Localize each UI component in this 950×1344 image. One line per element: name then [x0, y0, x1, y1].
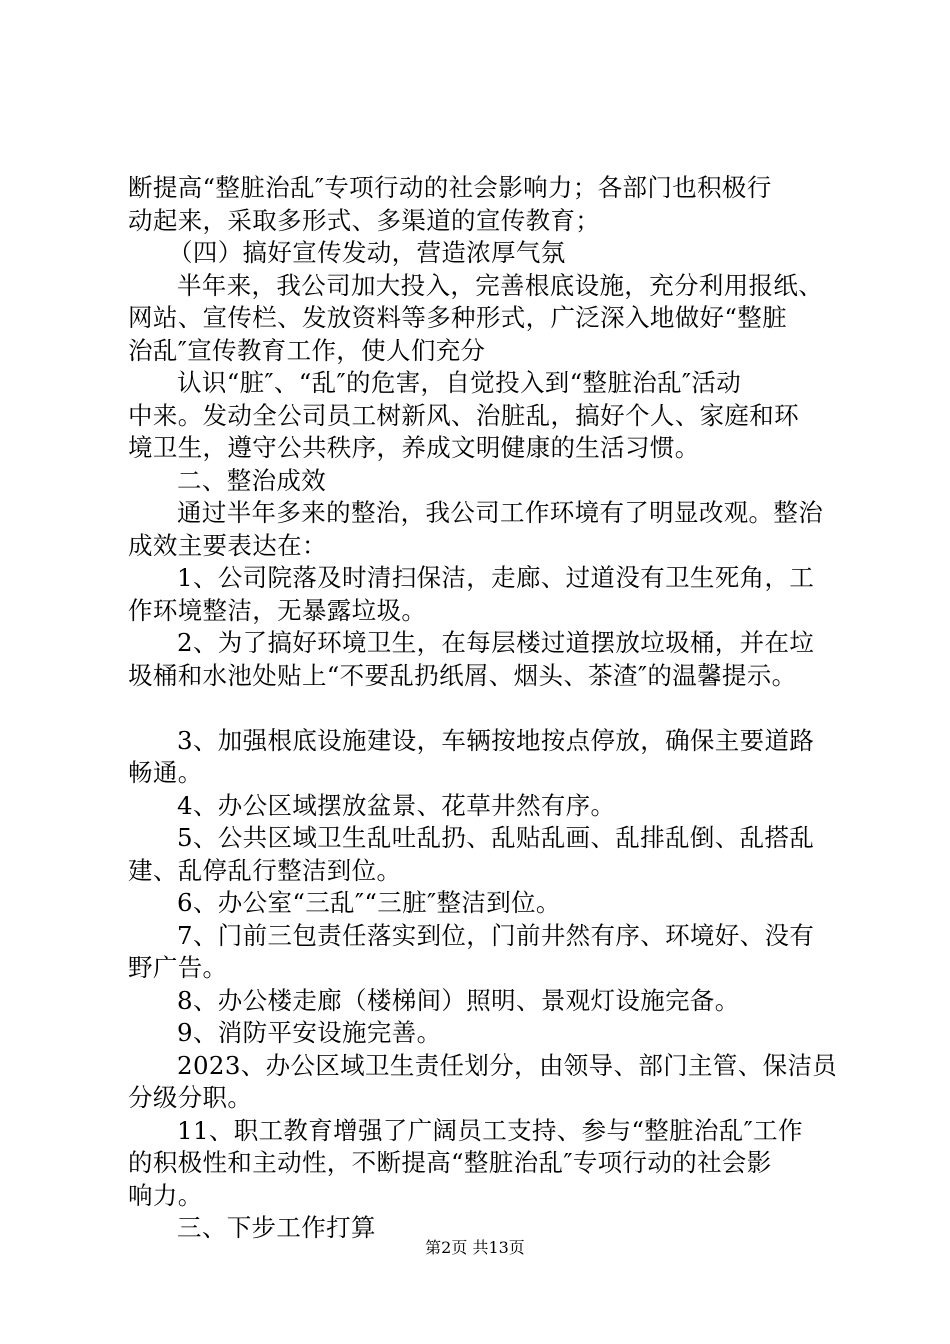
text-line: 境卫生，遵守公共秩序，养成文明健康的生活习惯。 [128, 433, 700, 462]
list-item: 8、办公楼走廊（楼梯间）照明、景观灯设施完备。 [177, 985, 740, 1015]
list-item: 9、消防平安设施完善。 [177, 1018, 442, 1047]
list-item: 4、办公区域摆放盆景、花草井然有序。 [177, 790, 616, 820]
list-item: 3、加强根底设施建设，车辆按地按点停放，确保主要道路 [177, 725, 815, 755]
text-line: 野广告。 [128, 953, 228, 982]
document-body [128, 172, 848, 1245]
list-item: 5、公共区域卫生乱吐乱扔、乱贴乱画、乱排乱倒、乱搭乱 [177, 823, 815, 852]
text-line: 治乱″宣传教育工作，使人们充分 [128, 335, 486, 365]
text-line: 建、乱停乱行整洁到位。 [128, 855, 402, 885]
text-line: 断提高“整脏治乱″专项行动的社会影响力；各部门也积极行 [128, 173, 772, 202]
section-heading: 二、整治成效 [177, 465, 327, 495]
paragraph-start: 认识“脏″、“乱″的危害，自觉投入到“整脏治乱″活动 [177, 368, 742, 397]
text-line: 作环境整洁，无暴露垃圾。 [128, 595, 427, 625]
text-line: 响力。 [128, 1180, 203, 1210]
list-item: 2023、办公区域卫生责任划分，由领导、部门主管、保洁员 [177, 1050, 838, 1080]
list-item: 11、职工教育增强了广阔员工支持、参与“整脏治乱″工作 [177, 1115, 803, 1145]
text-line: 成效主要表达在： [128, 530, 327, 560]
paragraph-start: 半年来，我公司加大投入，完善根底设施，充分利用报纸、 [177, 270, 824, 300]
text-line: 网站、宣传栏、发放资料等多种形式，广泛深入地做好“整脏 [128, 303, 787, 332]
page-number-footer: 第2页 共13页 [425, 1238, 525, 1257]
text-line: 动起来，采取多形式、多渠道的宣传教育； [128, 205, 601, 235]
list-item: 6、办公室“三乱″“三脏″整洁到位。 [177, 888, 561, 917]
text-line: 分级分职。 [128, 1083, 253, 1112]
list-item: 7、门前三包责任落实到位，门前井然有序、环境好、没有 [177, 920, 815, 950]
list-item: 1、公司院落及时清扫保洁，走廊、过道没有卫生死角，工 [177, 563, 815, 592]
text-line: 畅通。 [128, 758, 203, 787]
text-line: 的积极性和主动性，不断提高“整脏治乱″专项行动的社会影 [128, 1148, 772, 1177]
text-line: 中来。发动全公司员工树新风、治脏乱，搞好个人、家庭和环 [128, 400, 799, 430]
text-line: 圾桶和水池处贴上“不要乱扔纸屑、烟头、茶渣″的温馨提示。 [128, 660, 797, 690]
section-heading: （四）搞好宣传发动，营造浓厚气氛 [168, 238, 566, 267]
blank-line [128, 692, 848, 725]
list-item: 2、为了搞好环境卫生，在每层楼过道摆放垃圾桶，并在垃 [177, 628, 815, 657]
section-heading: 三、下步工作打算 [177, 1213, 376, 1242]
paragraph-start: 通过半年多来的整治，我公司工作环境有了明显改观。整治 [177, 498, 824, 527]
